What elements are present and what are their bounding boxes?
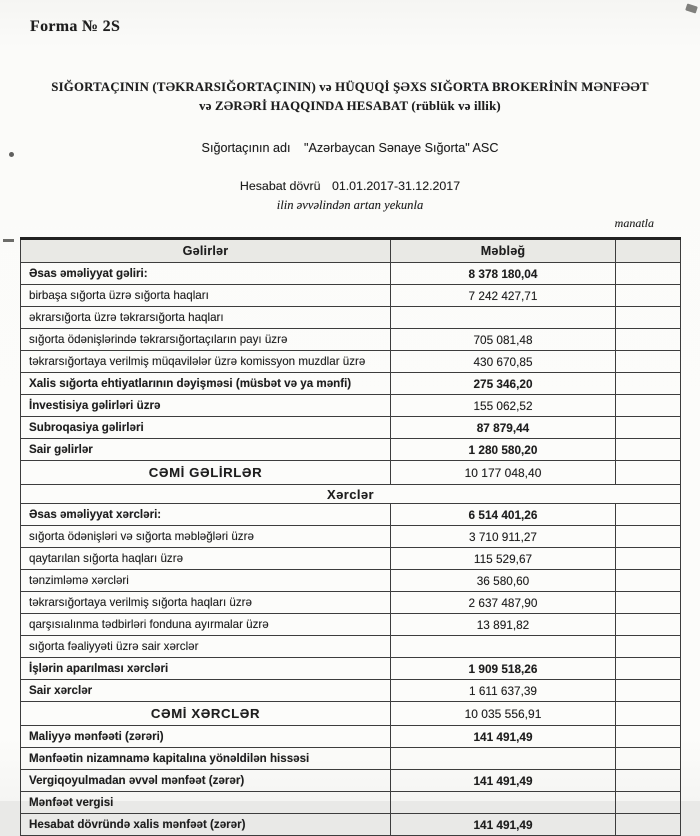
row-value: 3 710 911,27 [391, 526, 616, 548]
row-label: CƏMİ GƏLİRLƏR [21, 461, 391, 485]
table-row [21, 461, 681, 485]
table-row [21, 548, 681, 570]
row-note-cell [616, 658, 681, 680]
table-row [21, 395, 681, 417]
table-header-amount: Məbləğ [391, 239, 616, 263]
row-value: 141 491,49 [391, 814, 616, 836]
row-note-cell [616, 461, 681, 485]
row-label: əkrarsığorta üzrə təkrarsığorta haqları [21, 307, 391, 329]
table-row [21, 748, 681, 770]
row-value: 36 580,60 [391, 570, 616, 592]
report-title-line2: və ZƏRƏRİ HAQQINDA HESABAT (rüblük və illik) [199, 99, 501, 114]
row-value: 430 670,85 [391, 351, 616, 373]
row-value: 141 491,49 [391, 726, 616, 748]
table-row [21, 351, 681, 373]
table-row [21, 504, 681, 526]
row-note-cell [616, 814, 681, 836]
table-header-empty [616, 239, 681, 263]
row-value [391, 307, 616, 329]
table-row [21, 307, 681, 329]
report-title-line1: SIĞORTAÇININ (TƏKRARSIĞORTAÇININ) və HÜQUQİ ŞƏXS SIĞORTA BROKERİNİN MƏNFƏƏT [51, 80, 649, 94]
row-note-cell [616, 592, 681, 614]
row-label: qarşısıalınma tədbirləri fonduna ayırmalar üzrə [21, 614, 391, 636]
report-table [20, 237, 681, 836]
row-label: Əsas əməliyyat xərcləri: [21, 504, 391, 526]
row-label: Hesabat dövründə xalis mənfəət (zərər) [21, 814, 391, 836]
period-label: Hesabat dövrü [239, 179, 321, 193]
insurer-line [0, 141, 700, 155]
table-header-row [21, 239, 681, 263]
row-value: 8 378 180,04 [391, 263, 616, 285]
report-table-body [21, 263, 681, 836]
row-note-cell [616, 373, 681, 395]
row-note-cell [616, 570, 681, 592]
row-label: Mənfəətin nizamnamə kapitalına yönəldilən hissəsi [21, 748, 391, 770]
table-row [21, 658, 681, 680]
row-label: CƏMİ XƏRCLƏR [21, 702, 391, 726]
row-label: Subroqasiya gəlirləri [21, 417, 391, 439]
row-note-cell [616, 680, 681, 702]
row-value: 7 242 427,71 [391, 285, 616, 307]
row-value: 115 529,67 [391, 548, 616, 570]
row-note-cell [616, 702, 681, 726]
row-note-cell [616, 307, 681, 329]
row-label: Maliyyə mənfəəti (zərəri) [21, 726, 391, 748]
row-value: 1 611 637,39 [391, 680, 616, 702]
table-row [21, 263, 681, 285]
row-value: 141 491,49 [391, 770, 616, 792]
currency-note: manatla [614, 216, 654, 230]
row-note-cell [616, 351, 681, 373]
row-value: 1 280 580,20 [391, 439, 616, 461]
row-note-cell [616, 726, 681, 748]
table-row [21, 570, 681, 592]
row-note-cell [616, 263, 681, 285]
row-label: Sair gəlirlər [21, 439, 391, 461]
row-value: 87 879,44 [391, 417, 616, 439]
row-label: Əsas əməliyyat gəliri: [21, 263, 391, 285]
row-label: sığorta ödənişləri və sığorta məbləğləri üzrə [21, 526, 391, 548]
insurer-name: "Azərbaycan Sənaye Sığorta" ASC [303, 141, 499, 155]
row-note-cell [616, 636, 681, 658]
table-row [21, 373, 681, 395]
row-label: sığorta fəaliyyəti üzrə sair xərclər [21, 636, 391, 658]
row-note-cell [616, 748, 681, 770]
table-row [21, 417, 681, 439]
table-row [21, 614, 681, 636]
row-note-cell [616, 417, 681, 439]
table-header-incomes: Gəlirlər [21, 239, 391, 263]
row-note-cell [616, 439, 681, 461]
row-value: 275 346,20 [391, 373, 616, 395]
row-value: 10 035 556,91 [391, 702, 616, 726]
row-label: birbaşa sığorta üzrə sığorta haqları [21, 285, 391, 307]
table-row [21, 792, 681, 814]
row-label: Xalis sığorta ehtiyatlarının dəyişməsi (müsbət və ya mənfi) [21, 373, 391, 395]
form-number: Forma № 2S [30, 18, 121, 35]
row-value: 705 081,48 [391, 329, 616, 351]
report-period-line [0, 179, 700, 193]
row-value: 2 637 487,90 [391, 592, 616, 614]
row-value: 155 062,52 [391, 395, 616, 417]
row-note-cell [616, 526, 681, 548]
table-row [21, 726, 681, 748]
row-value [391, 748, 616, 770]
row-note-cell [616, 770, 681, 792]
table-row [21, 526, 681, 548]
row-note-cell [616, 792, 681, 814]
row-note-cell [616, 329, 681, 351]
row-value: 6 514 401,26 [391, 504, 616, 526]
section-header: Xərclər [21, 485, 681, 504]
row-label: İşlərin aparılması xərcləri [21, 658, 391, 680]
row-note-cell [616, 548, 681, 570]
row-note-cell [616, 395, 681, 417]
row-value [391, 792, 616, 814]
row-label: Mənfəət vergisi [21, 792, 391, 814]
table-row [21, 770, 681, 792]
row-value: 10 177 048,40 [391, 461, 616, 485]
table-row [21, 285, 681, 307]
row-label: tənzimləmə xərcləri [21, 570, 391, 592]
row-value: 1 909 518,26 [391, 658, 616, 680]
row-label: İnvestisiya gəlirləri üzrə [21, 395, 391, 417]
table-row [21, 702, 681, 726]
table-row [21, 814, 681, 836]
row-label: sığorta ödənişlərində təkrarsığortaçıların payı üzrə [21, 329, 391, 351]
row-note-cell [616, 614, 681, 636]
period-value: 01.01.2017-31.12.2017 [331, 179, 461, 193]
row-label: Vergiqoyulmadan əvvəl mənfəət (zərər) [21, 770, 391, 792]
table-row [21, 636, 681, 658]
scan-artifact [685, 3, 698, 13]
row-value: 13 891,82 [391, 614, 616, 636]
row-label: qaytarılan sığorta haqları üzrə [21, 548, 391, 570]
table-row [21, 680, 681, 702]
table-row [21, 439, 681, 461]
scan-artifact [3, 239, 14, 242]
insurer-label: Sığortaçının adı [201, 141, 291, 155]
table-row [21, 592, 681, 614]
row-label: Sair xərclər [21, 680, 391, 702]
table-row [21, 329, 681, 351]
cumulative-note: ilin əvvəlindən artan yekunla [276, 198, 424, 212]
row-note-cell [616, 285, 681, 307]
row-label: təkrarsığortaya verilmiş müqavilələr üzrə komissyon muzdlar üzrə [21, 351, 391, 373]
table-row [21, 485, 681, 504]
row-note-cell [616, 504, 681, 526]
report-title [0, 78, 700, 116]
row-value [391, 636, 616, 658]
row-label: təkrarsığortaya verilmiş sığorta haqları üzrə [21, 592, 391, 614]
